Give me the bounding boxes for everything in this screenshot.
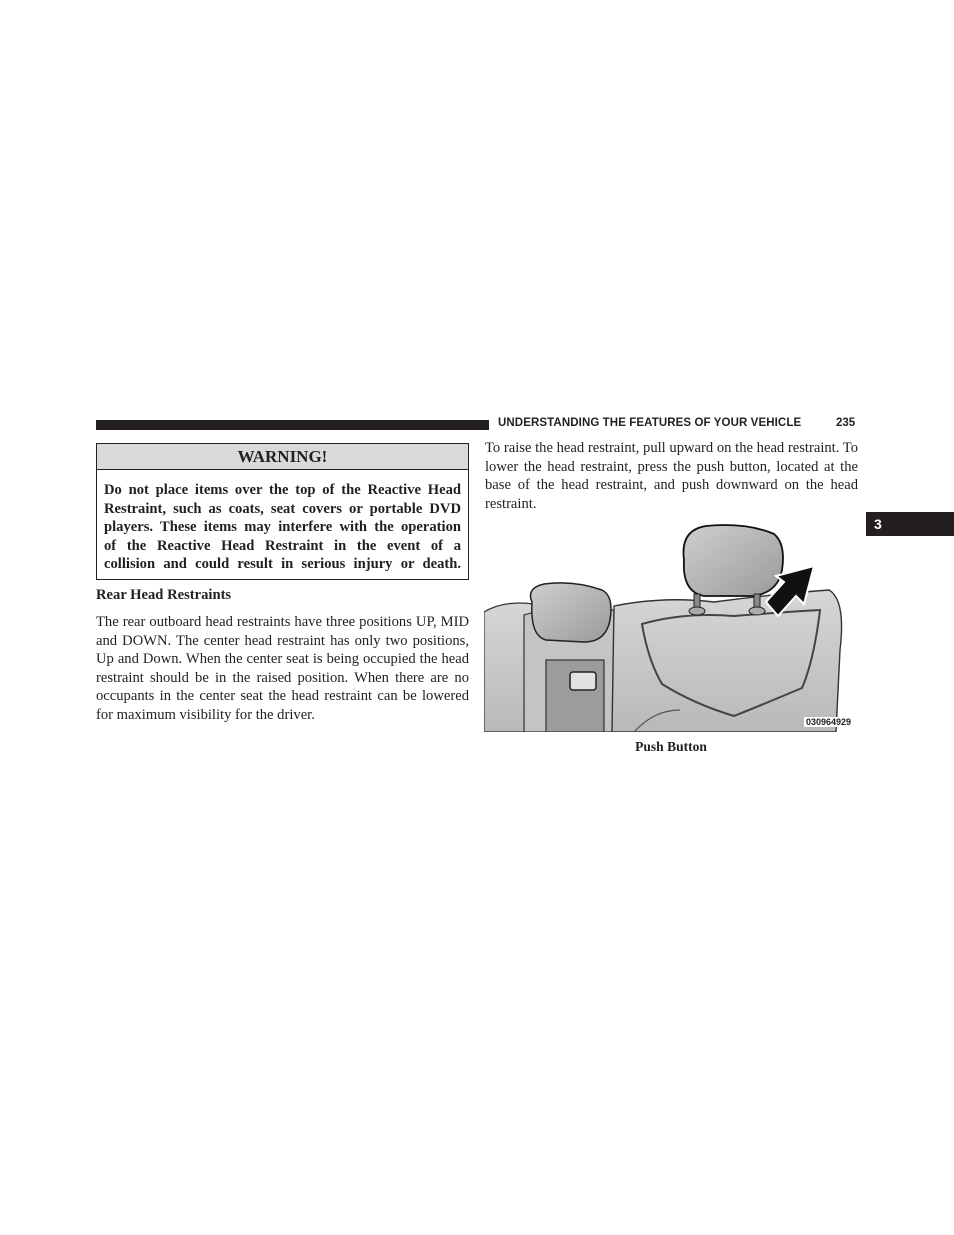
- seat-illustration: [484, 520, 858, 732]
- warning-title: WARNING!: [97, 444, 468, 470]
- warning-line: players. These items may interfere with the operation: [104, 519, 461, 536]
- header-rule: [96, 420, 489, 430]
- running-header-title: UNDERSTANDING THE FEATURES OF YOUR VEHICLE: [498, 417, 802, 429]
- warning-text: [97, 470, 468, 574]
- chapter-tab: 3: [866, 512, 954, 536]
- warning-line: Do not place items over the top of the Reactive Head: [104, 482, 461, 498]
- warning-line: collision and could result in serious injury or death.: [104, 556, 461, 573]
- figure-id: 030964929: [806, 717, 852, 727]
- warning-line: Restraint, such as coats, seat covers or portable DVD: [104, 500, 461, 517]
- rear-restraints-paragraph: The rear outboard head restraints have three positions UP, MID and DOWN. The center head restraint has only two positions, Up and Down. When the center seat is being occupied the head restraint should be in the raised position. When there are no occupants in the center seat the head restraint can be lowered for maximum visibility for the driver.: [96, 614, 469, 723]
- section-heading: Rear Head Restraints: [96, 587, 232, 603]
- warning-line: of the Reactive Head Restraint in the event of a: [104, 537, 461, 554]
- raise-lower-paragraph: To raise the head restraint, pull upward on the head restraint. To lower the head restraint, press the push button, located at the base of the head restraint, and push downward on the head restraint.: [485, 440, 858, 512]
- warning-box: [96, 443, 469, 580]
- page-number: 235: [836, 417, 856, 429]
- figure-caption: Push Button: [635, 739, 707, 754]
